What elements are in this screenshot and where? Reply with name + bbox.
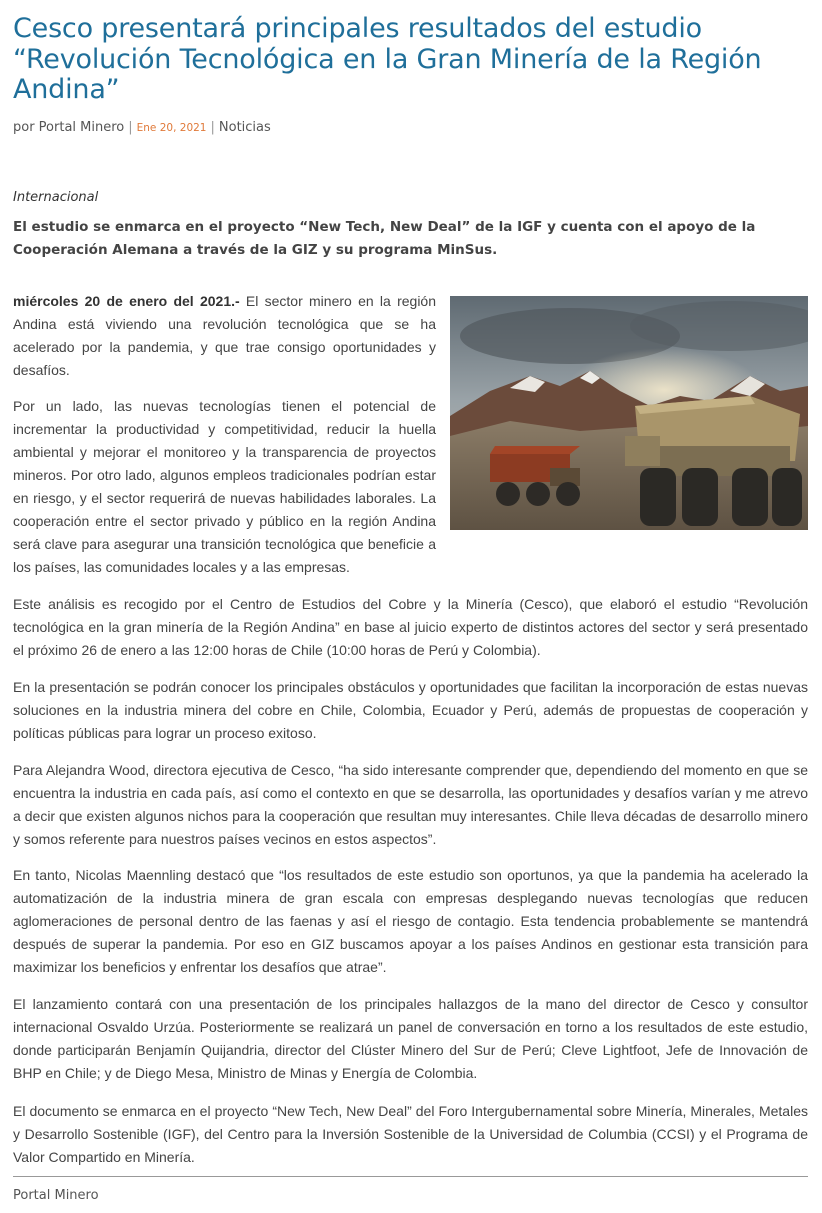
paragraph-1 — [13, 290, 436, 382]
meta-separator: | — [210, 120, 215, 135]
meta-separator: | — [128, 120, 133, 135]
paragraph-8: El documento se enmarca en el proyecto “New Tech, New Deal” del Foro Intergubernamental sobre Minería, Minerales, Metales y Desarrollo Sostenible (IGF), del Centro para la Inversión Sostenible de la Universidad de Columbia (CCSI) y el Programa de Valor Compartido en Minería. — [13, 1103, 808, 1165]
paragraph-4: En la presentación se podrán conocer los principales obstáculos y oportunidades que facilitan la incorporación de estas nuevas soluciones en la industria minera del cobre en Chile, Colombia, Ecuador y Perú, además de propuestas de cooperación y políticas públicas para lograr un proceso exitoso. — [13, 679, 808, 741]
footer-author: Portal Minero — [13, 1188, 99, 1203]
paragraph-5: Para Alejandra Wood, directora ejecutiva de Cesco, “ha sido interesante comprender que, dependiendo del momento en que se encuentra la industria en cada país, así como el contexto en que se desarrolla, las oportunidades y desafíos varían y me atrevo a decir que existen algunos nichos para la cooperación que resultan muy interesantes. Chile lleva décadas de desarrollo minero y somos referente para nuestros países vecinos en estos aspectos”. — [13, 762, 808, 847]
paragraph-6: En tanto, Nicolas Maennling destacó que “los resultados de este estudio son oportunos, ya que la pandemia ha acelerado la automatización de la industria minera de gran escala con empresas desplegando nuevas tecnologías que reducen aglomeraciones de personal dentro de las faenas y así el riesgo de contagio. Esta tendencia probablemente se mantendrá después de superar la pandemia. Por eso en GIZ buscamos apoyar a los países Andinos en gestionar esta transición para maximizar los beneficios y enfrentar los desafíos que atrae”. — [13, 867, 808, 975]
footer-divider — [13, 1176, 808, 1177]
mining-trucks-photo — [450, 296, 808, 530]
lead-paragraph: El estudio se enmarca en el proyecto “New Tech, New Deal” de la IGF y cuenta con el apoyo de la Cooperación Alemana a través de la GIZ y su programa MinSus. — [13, 219, 756, 258]
small-truck — [490, 446, 580, 506]
paragraph-1-text: El sector minero en la región Andina está viviendo una revolución tecnológica que se ha acelerado por la pandemia, y que trae consigo oportunidades y desafíos. — [13, 293, 436, 378]
paragraph-3: Este análisis es recogido por el Centro de Estudios del Cobre y la Minería (Cesco), que elaboró el estudio “Revolución tecnológica en la gran minería de la Región Andina” en base al juicio experto de distintos actores del sector y será presentado el próximo 26 de enero a las 12:00 horas de Chile (10:00 horas de Perú y Colombia). — [13, 596, 808, 658]
article-meta — [13, 120, 271, 135]
dateline: miércoles 20 de enero del 2021.- — [13, 293, 240, 309]
paragraph-2: Por un lado, las nuevas tecnologías tienen el potencial de incrementar la productividad y competitividad, reducir la huella ambiental y mejorar el monitoreo y la transparencia de proyectos mineros. Por otro lado, algunos empleos tradicionales podrían estar en riesgo, y el sector requerirá de nuevas habilidades laborales. La cooperación entre el sector privado y público en la región Andina será clave para asegurar una transición tecnológica que beneficie a los países, las comunidades locales y a las empresas. — [13, 398, 436, 575]
large-truck — [625, 396, 802, 526]
section-label: Internacional — [13, 190, 99, 205]
article-title: Cesco presentará principales resultados del estudio “Revolución Tecnológica en la Gran Minería de la Región Andina” — [13, 13, 762, 105]
publish-date: Ene 20, 2021 — [136, 122, 207, 134]
category-link[interactable]: Noticias — [218, 120, 271, 135]
author-link[interactable]: por Portal Minero — [13, 120, 125, 135]
paragraph-7: El lanzamiento contará con una presentación de los principales hallazgos de la mano del director de Cesco y consultor internacional Osvaldo Urzúa. Posteriormente se realizará un panel de conversación en torno a los resultados de este estudio, donde participarán Benjamín Quijandria, director del Clúster Minero del Sur de Perú; Cleve Lightfoot, Jefe de Innovación de BHP en Chile; y de Diego Mesa, Ministro de Minas y Energía de Colombia. — [13, 996, 808, 1081]
